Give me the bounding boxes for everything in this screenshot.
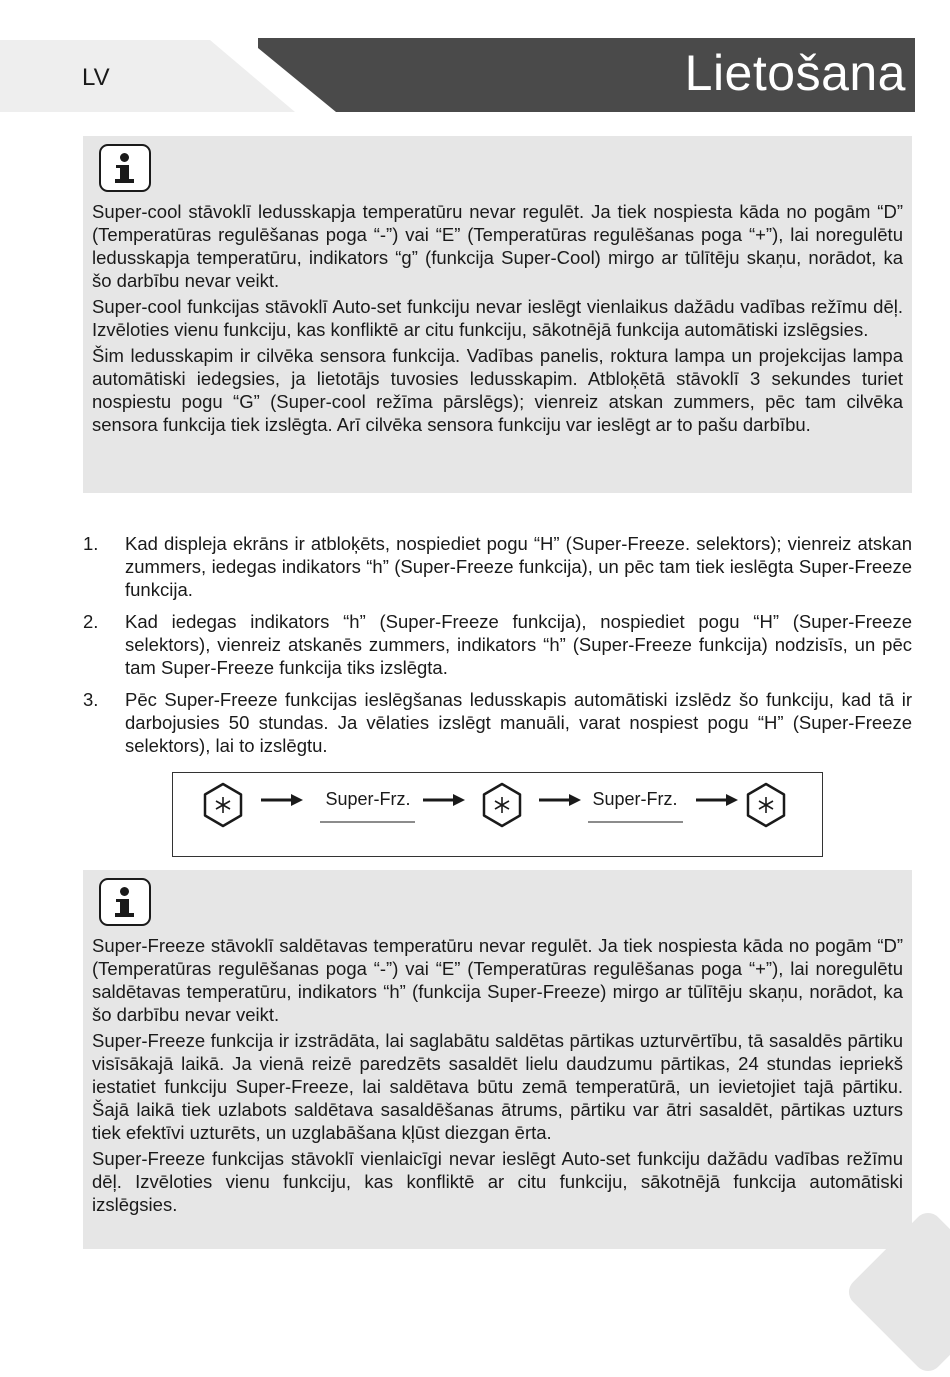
diagram-label: Super-Frz. <box>592 789 678 809</box>
step-number: 3. <box>83 689 99 710</box>
arrow-right-icon <box>423 794 465 806</box>
note-paragraph: Super-Freeze stāvoklī saldētavas temperatūru nevar regulēt. Ja tiek nospiesta kāda no pogām “D” (Temperatūras regulēšanas poga “-”) vai “E” (Temperatūras regulēšanas poga “+”), lai noregulētu saldētavas temperatūru, indikators “h” (funkcija Super-Freeze) mirgo ar tūlītēju skaņu, norādot, ka šo darbību nevar veikt. <box>92 935 903 1025</box>
super-freeze-steps <box>83 532 912 766</box>
step-text: Pēc Super-Freeze funkcijas ieslēgšanas ledusskapis automātiski izslēdz šo funkciju, kad tā ir darbojusies 50 stundas. Ja vēlaties izslēgt manuāli, varat nospiest pogu “H” (Super-Freeze selektors), lai to izslēgtu. <box>125 689 912 756</box>
note-paragraph: Super-Freeze funkcijas stāvoklī vienlaicīgi nevar ieslēgt Auto-set funkciju dažādu vadības režīmu dēļ. Izvēloties vienu funkciju, kas konfliktē ar citu funkciju, sākotnējā funkcija automātiski izslēgsies. <box>92 1148 903 1215</box>
super-freeze-diagram <box>172 772 823 857</box>
arrow-right-icon <box>696 794 738 806</box>
note-paragraph: Super-cool stāvoklī ledusskapja temperatūru nevar regulēt. Ja tiek nospiesta kāda no pogām “D” (Temperatūras regulēšanas poga “-”) vai “E” (Temperatūras regulēšanas poga “+”), lai noregulētu ledusskapja temperatūru, indikators “g” (funkcija Super-Cool) mirgo ar tūlītēju skaņu, norādot, ka šo darbību nevar veikt. <box>92 201 903 291</box>
note-paragraph: Šim ledusskapim ir cilvēka sensora funkcija. Vadības panelis, roktura lampa un projekcijas lampa automātiski iedegsies, ja lietotājs tuvosies ledusskapim. Atbloķētā stāvoklī 3 sekundes turiet nospiestu pogu “G” (Super-cool režīma pārslēgs); vienreiz atskan zummers, pēc tam cilvēka sensora funkcija tiek izslēgta. Arī cilvēka sensora funkciju var ieslēgt ar to pašu darbību. <box>92 345 903 435</box>
info-note-super-freeze <box>83 870 912 1249</box>
diagram-label: Super-Frz. <box>325 789 411 809</box>
page-title: Lietošana <box>684 45 906 101</box>
step-text: Kad iedegas indikators “h” (Super-Freeze funkcija), nospiediet pogu “H” (Super-Freeze selektors), vienreiz atskanēs zummers, indikators “h” (Super-Freeze funkcija) nodzisīs, un pēc tam Super-Freeze funkcija tiks izslēgta. <box>125 611 912 678</box>
info-icon <box>99 144 151 192</box>
info-note-super-cool <box>83 136 912 493</box>
arrow-right-icon <box>261 794 303 806</box>
step-number: 2. <box>83 611 99 632</box>
snowflake-hexagon-icon <box>748 784 784 826</box>
arrow-right-icon <box>539 794 581 806</box>
language-code: LV <box>82 64 110 91</box>
step-number: 1. <box>83 533 99 554</box>
note-paragraph: Super-cool funkcijas stāvoklī Auto-set funkciju nevar ieslēgt vienlaikus dažādu vadības režīmu dēļ. Izvēloties vienu funkciju, kas konfliktē ar citu funkciju, sākotnējā funkcija automātiski izslēgsies. <box>92 296 903 340</box>
list-item <box>83 532 912 601</box>
list-item <box>83 610 912 679</box>
info-icon <box>99 878 151 926</box>
snowflake-hexagon-icon <box>205 784 241 826</box>
note-paragraph: Super-Freeze funkcija ir izstrādāta, lai saglabātu saldētas pārtikas uzturvērtību, tā sasaldēs pārtiku visīsākajā laikā. Ja vienā reizē paredzēts sasaldēt lielu daudzumu pārtikas, 24 stundas iepriekš iestatiet funkciju Super-Freeze, lai saldētava būtu zemā temperatūrā, un ievietojiet tajā pārtiku. Šajā laikā tiek uzlabots saldētava sasaldēšanas ātrums, pārtiku var ātri sasaldēt, pārtikas uzturs tiek efektīvi uzturēts, un uzglabāšana kļūst diezgan ērta. <box>92 1030 903 1143</box>
list-item <box>83 688 912 757</box>
snowflake-hexagon-icon <box>484 784 520 826</box>
header-left-tab <box>0 40 300 112</box>
step-text: Kad displeja ekrāns ir atbloķēts, nospiediet pogu “H” (Super-Freeze. selektors); vienreiz atskan zummers, iedegas indikators “h” (Super-Freeze funkcija), un pēc tam tiek ieslēgta Super-Freeze funkcija. <box>125 533 912 600</box>
